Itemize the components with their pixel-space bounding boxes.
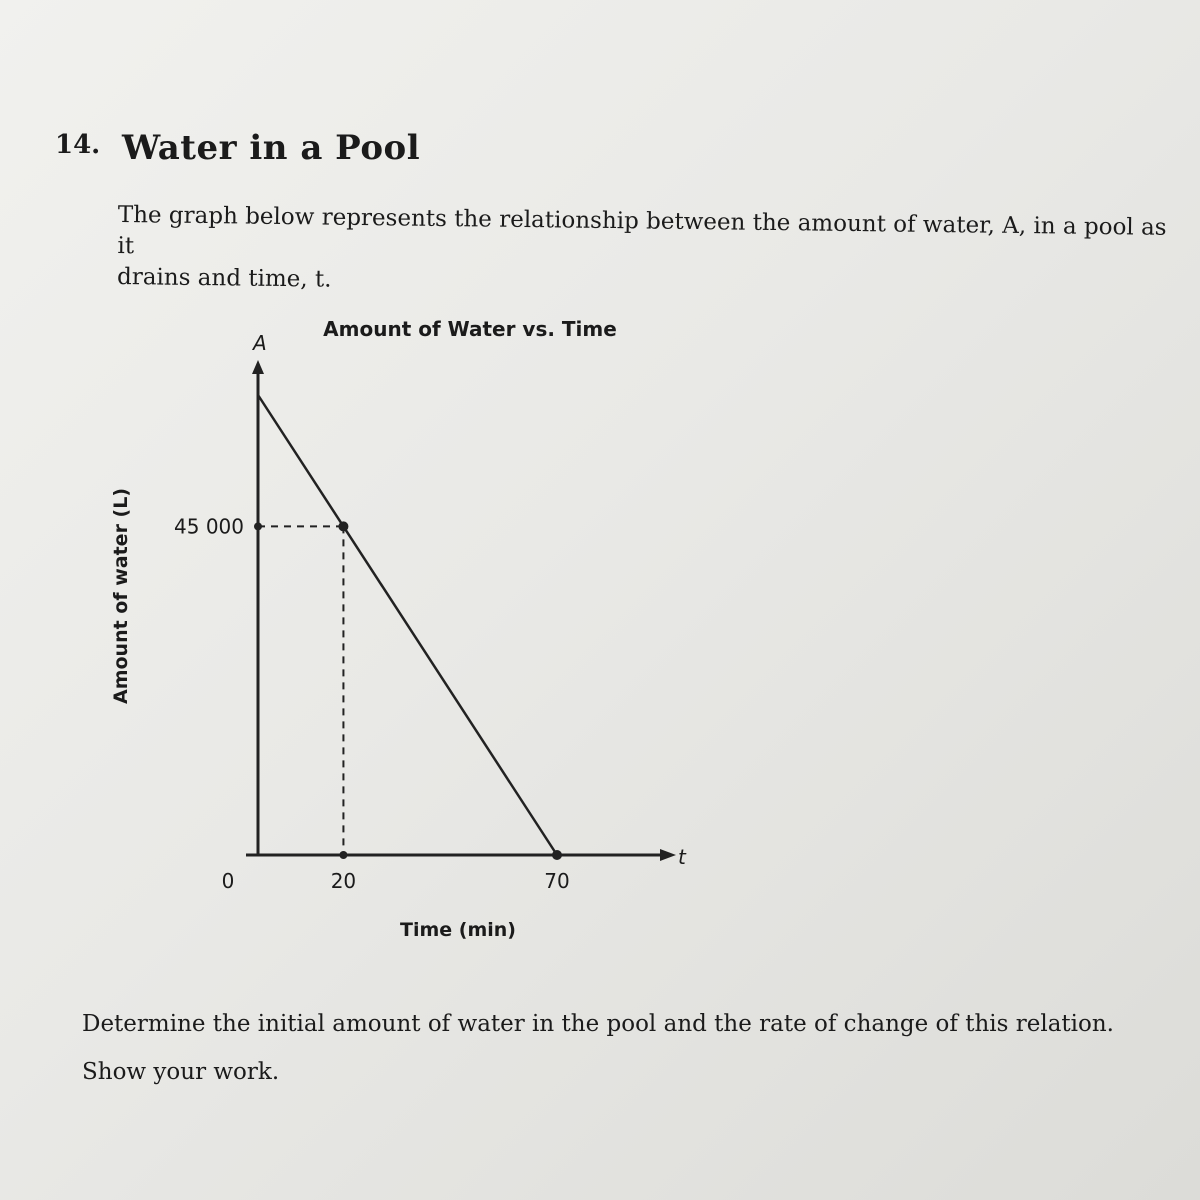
x-axis-arrowhead: [660, 849, 676, 861]
y-axis-label: Amount of water (L): [110, 487, 132, 705]
y-axis-var-label: A: [253, 331, 267, 355]
origin-label: 0: [221, 869, 235, 893]
x-axis-var-label: t: [678, 845, 686, 869]
question-prompt: [82, 1000, 1162, 1096]
data-point-70: [552, 850, 562, 860]
y-tick-label-45000: 45 000: [174, 514, 244, 539]
prompt-line-2: Show your work.: [82, 1059, 280, 1085]
x-axis-label: Time (min): [400, 919, 516, 941]
series-line-A: [258, 395, 557, 855]
intro-line-1: The graph below represents the relationship between the amount of water, A, in a pool as it: [117, 201, 1167, 260]
question-title: Water in a Pool: [122, 128, 421, 168]
intro-line-2: drains and time, t.: [116, 263, 332, 293]
x-tick-label-20: 20: [330, 869, 357, 893]
y-axis-arrowhead: [252, 360, 264, 374]
x-tick-label-70: 70: [544, 869, 570, 893]
prompt-line-1: Determine the initial amount of water in the pool and the rate of change of this relation.: [82, 1011, 1114, 1037]
question-number: 14.: [55, 130, 101, 160]
data-point-20: [338, 521, 348, 531]
y-tick-45000: [254, 522, 262, 530]
x-tick-20: [339, 851, 347, 859]
chart-title: Amount of Water vs. Time: [323, 317, 617, 341]
